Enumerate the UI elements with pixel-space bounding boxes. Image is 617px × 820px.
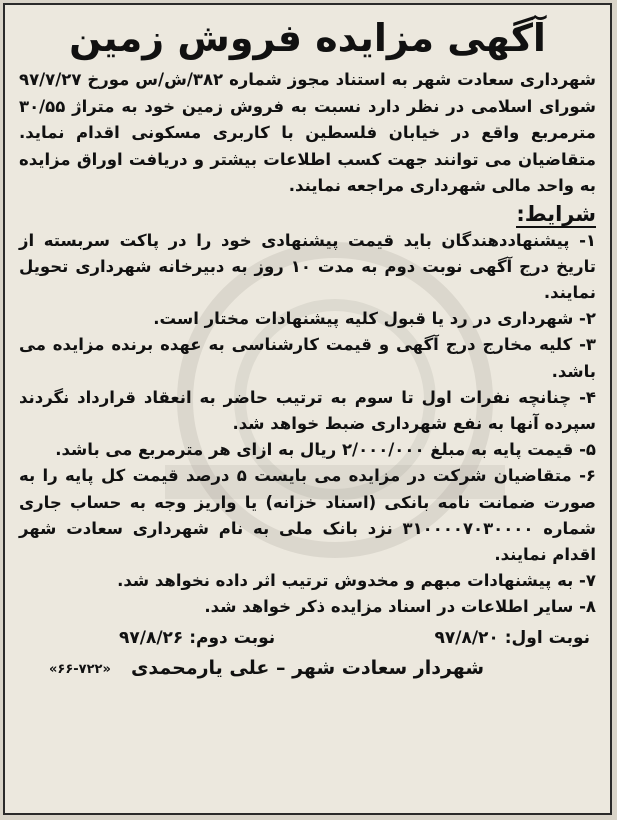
condition-item: ۶- متقاضیان شرکت در مزایده می بایست ۵ درصد قیمت کل پایه را به صورت ضمانت نامه بانکی (اسناد خزانه) یا واریز وجه به حساب جاری شماره ۳۱۰۰۰۰۷۰۳۰۰۰۰ نزد بانک ملی به نام شهرداری سعادت شهر اقدام نمایند. — [19, 466, 596, 564]
signature-row — [19, 653, 596, 683]
condition-item: ۳- کلیه مخارج درج آگهی و قیمت کارشناسی به عهده برنده مزایده می باشد. — [19, 335, 596, 381]
condition-item: ۲- شهرداری در رد یا قبول کلیه پیشنهادات مختار است. — [153, 309, 596, 329]
newspaper-clipping — [3, 3, 612, 815]
condition-item: ۱- پیشنهاددهندگان باید قیمت پیشنهادی خود را در پاکت سربسته از تاریخ درج آگهی نوبت دوم به مدت ۱۰ روز به دبیرخانه شهرداری تحویل نمایند. — [19, 230, 596, 302]
condition-item: ۵- قیمت پایه به مبلغ ۲/۰۰۰/۰۰۰ ریال به ازای هر مترمربع می باشد. — [55, 440, 596, 460]
signature: شهردار سعادت شهر – علی یارمحمدی — [131, 656, 485, 679]
notice-intro: شهرداری سعادت شهر به استناد مجوز شماره ۳۸۲/ش/س مورخ ۹۷/۷/۲۷ شورای اسلامی در نظر دارد نسبت به فروش زمین خود به متراژ ۳۰/۵۵ مترمربع واقع در خیابان فلسطین با کاربری مسکونی اقدام نماید. متقاضیان می توانند جهت کسب اطلاعات بیشتر و دریافت اوراق مزایده به واحد مالی شهرداری مراجعه نمایند. — [19, 70, 596, 195]
second-round-date: نوبت دوم: ۹۷/۸/۲۶ — [119, 627, 276, 648]
publication-dates — [19, 625, 596, 651]
conditions-heading-label: شرایط: — [516, 201, 596, 226]
conditions-list — [19, 228, 596, 621]
condition-item: ۷- به پیشنهادات مبهم و مخدوش ترتیب اثر داده نخواهد شد. — [117, 571, 596, 591]
auction-notice — [19, 11, 596, 683]
first-round-date: نوبت اول: ۹۷/۸/۲۰ — [434, 627, 590, 648]
condition-item: ۸- سایر اطلاعات در اسناد مزایده ذکر خواهد شد. — [204, 597, 596, 617]
condition-item: ۴- چنانچه نفرات اول تا سوم به ترتیب حاضر به انعقاد قرارداد نگردند سپرده آنها به نفع شهرداری ضبط خواهد شد. — [19, 387, 596, 433]
notice-title: آگهی مزایده فروش زمین — [69, 16, 546, 60]
reference-code: «۶۶-۷۲۲» — [49, 661, 111, 677]
conditions-heading — [19, 200, 596, 228]
